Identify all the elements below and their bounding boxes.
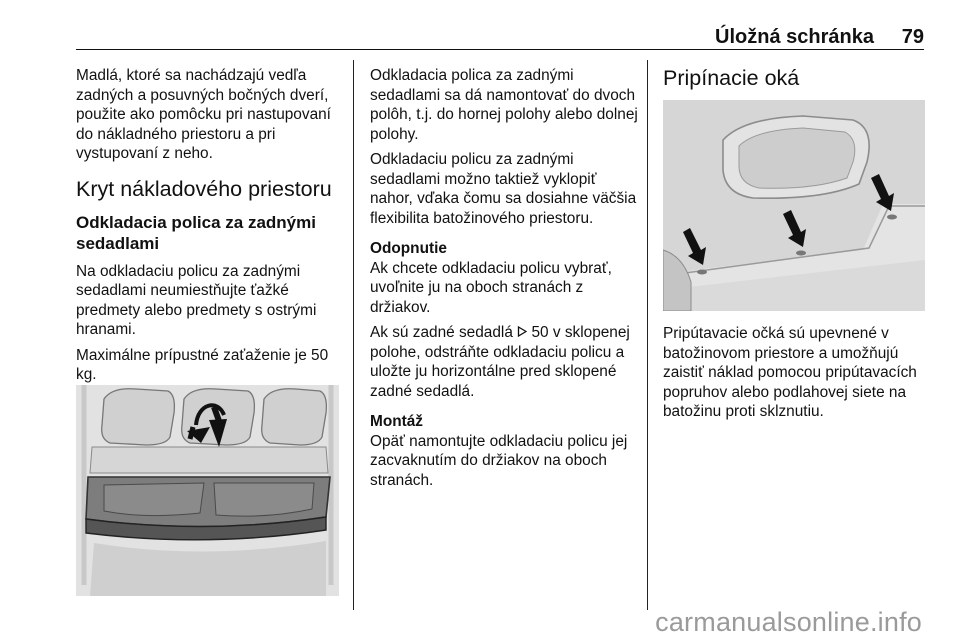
column-3 — [663, 66, 925, 91]
warning-paragraph: Na odkladaciu policu za zadnými sedadlami neumiestňujte ťažké predmety alebo predmety s ostrými hranami. — [76, 262, 317, 338]
tie-down-paragraph: Pripútavacie očká sú upevnené v batožinovom priestore a umožňujú zaistiť náklad pomocou pripútavacích popruhov alebo podlahovej siete na batožinu proti sklznutiu. — [663, 325, 917, 420]
removal-heading: Odopnutie — [370, 240, 447, 257]
section-heading: Kryt nákladového priestoru — [76, 176, 332, 201]
max-load-paragraph: Maximálne prípustné zaťaženie je 50 kg. — [76, 346, 329, 383]
column-3-text — [663, 324, 933, 422]
column-1 — [76, 66, 348, 385]
subsection-heading: Odkladacia polica za zadnými sedadlami — [76, 212, 316, 253]
column-divider-1 — [353, 60, 354, 610]
column-2 — [370, 66, 638, 490]
removal-folded-text-a: Ak sú zadné sedadlá — [370, 324, 513, 341]
removal-folded-paragraph — [370, 323, 638, 401]
fold-up-paragraph: Odkladaciu policu za zadnými sedadlami možno taktiež vyklopiť nahor, vďaka čomu sa dosiahne väčšia flexibilita batožinového priestoru. — [370, 151, 637, 227]
page-number: 79 — [901, 26, 924, 48]
header-rule — [76, 49, 924, 50]
removal-paragraph: Ak chcete odkladaciu policu vybrať, uvoľnite ju na oboch stranách z držiakov. — [370, 259, 612, 316]
tie-down-illustration — [663, 100, 925, 311]
page-header-title: Úložná schránka — [715, 26, 874, 48]
install-paragraph: Opäť namontujte odkladaciu policu jej zacvaknutím do držiakov na oboch stranách. — [370, 432, 628, 489]
removal-folded-text-b: 50 v sklopenej polohe, odstráňte odkladaciu policu a uložte ju horizontálne pred sklopené zadné sedadlá. — [370, 324, 630, 400]
install-heading: Montáž — [370, 413, 424, 430]
watermark: carmanualsonline.info — [655, 607, 922, 637]
intro-paragraph: Madlá, ktoré sa nachádzajú vedľa zadných a posuvných bočných dverí, použite ako pomôcku pri nastupovaní do nákladného priestoru a pri vystupovaní z neho. — [76, 67, 331, 162]
shelf-illustration — [76, 385, 339, 596]
column-divider-2 — [647, 60, 648, 610]
positions-paragraph: Odkladacia polica za zadnými sedadlami sa dá namontovať do dvoch polôh, t.j. do hornej polohy alebo dolnej polohy. — [370, 67, 638, 143]
triangle-reference-icon[interactable] — [517, 324, 527, 341]
tie-down-heading: Pripínacie oká — [663, 66, 800, 90]
